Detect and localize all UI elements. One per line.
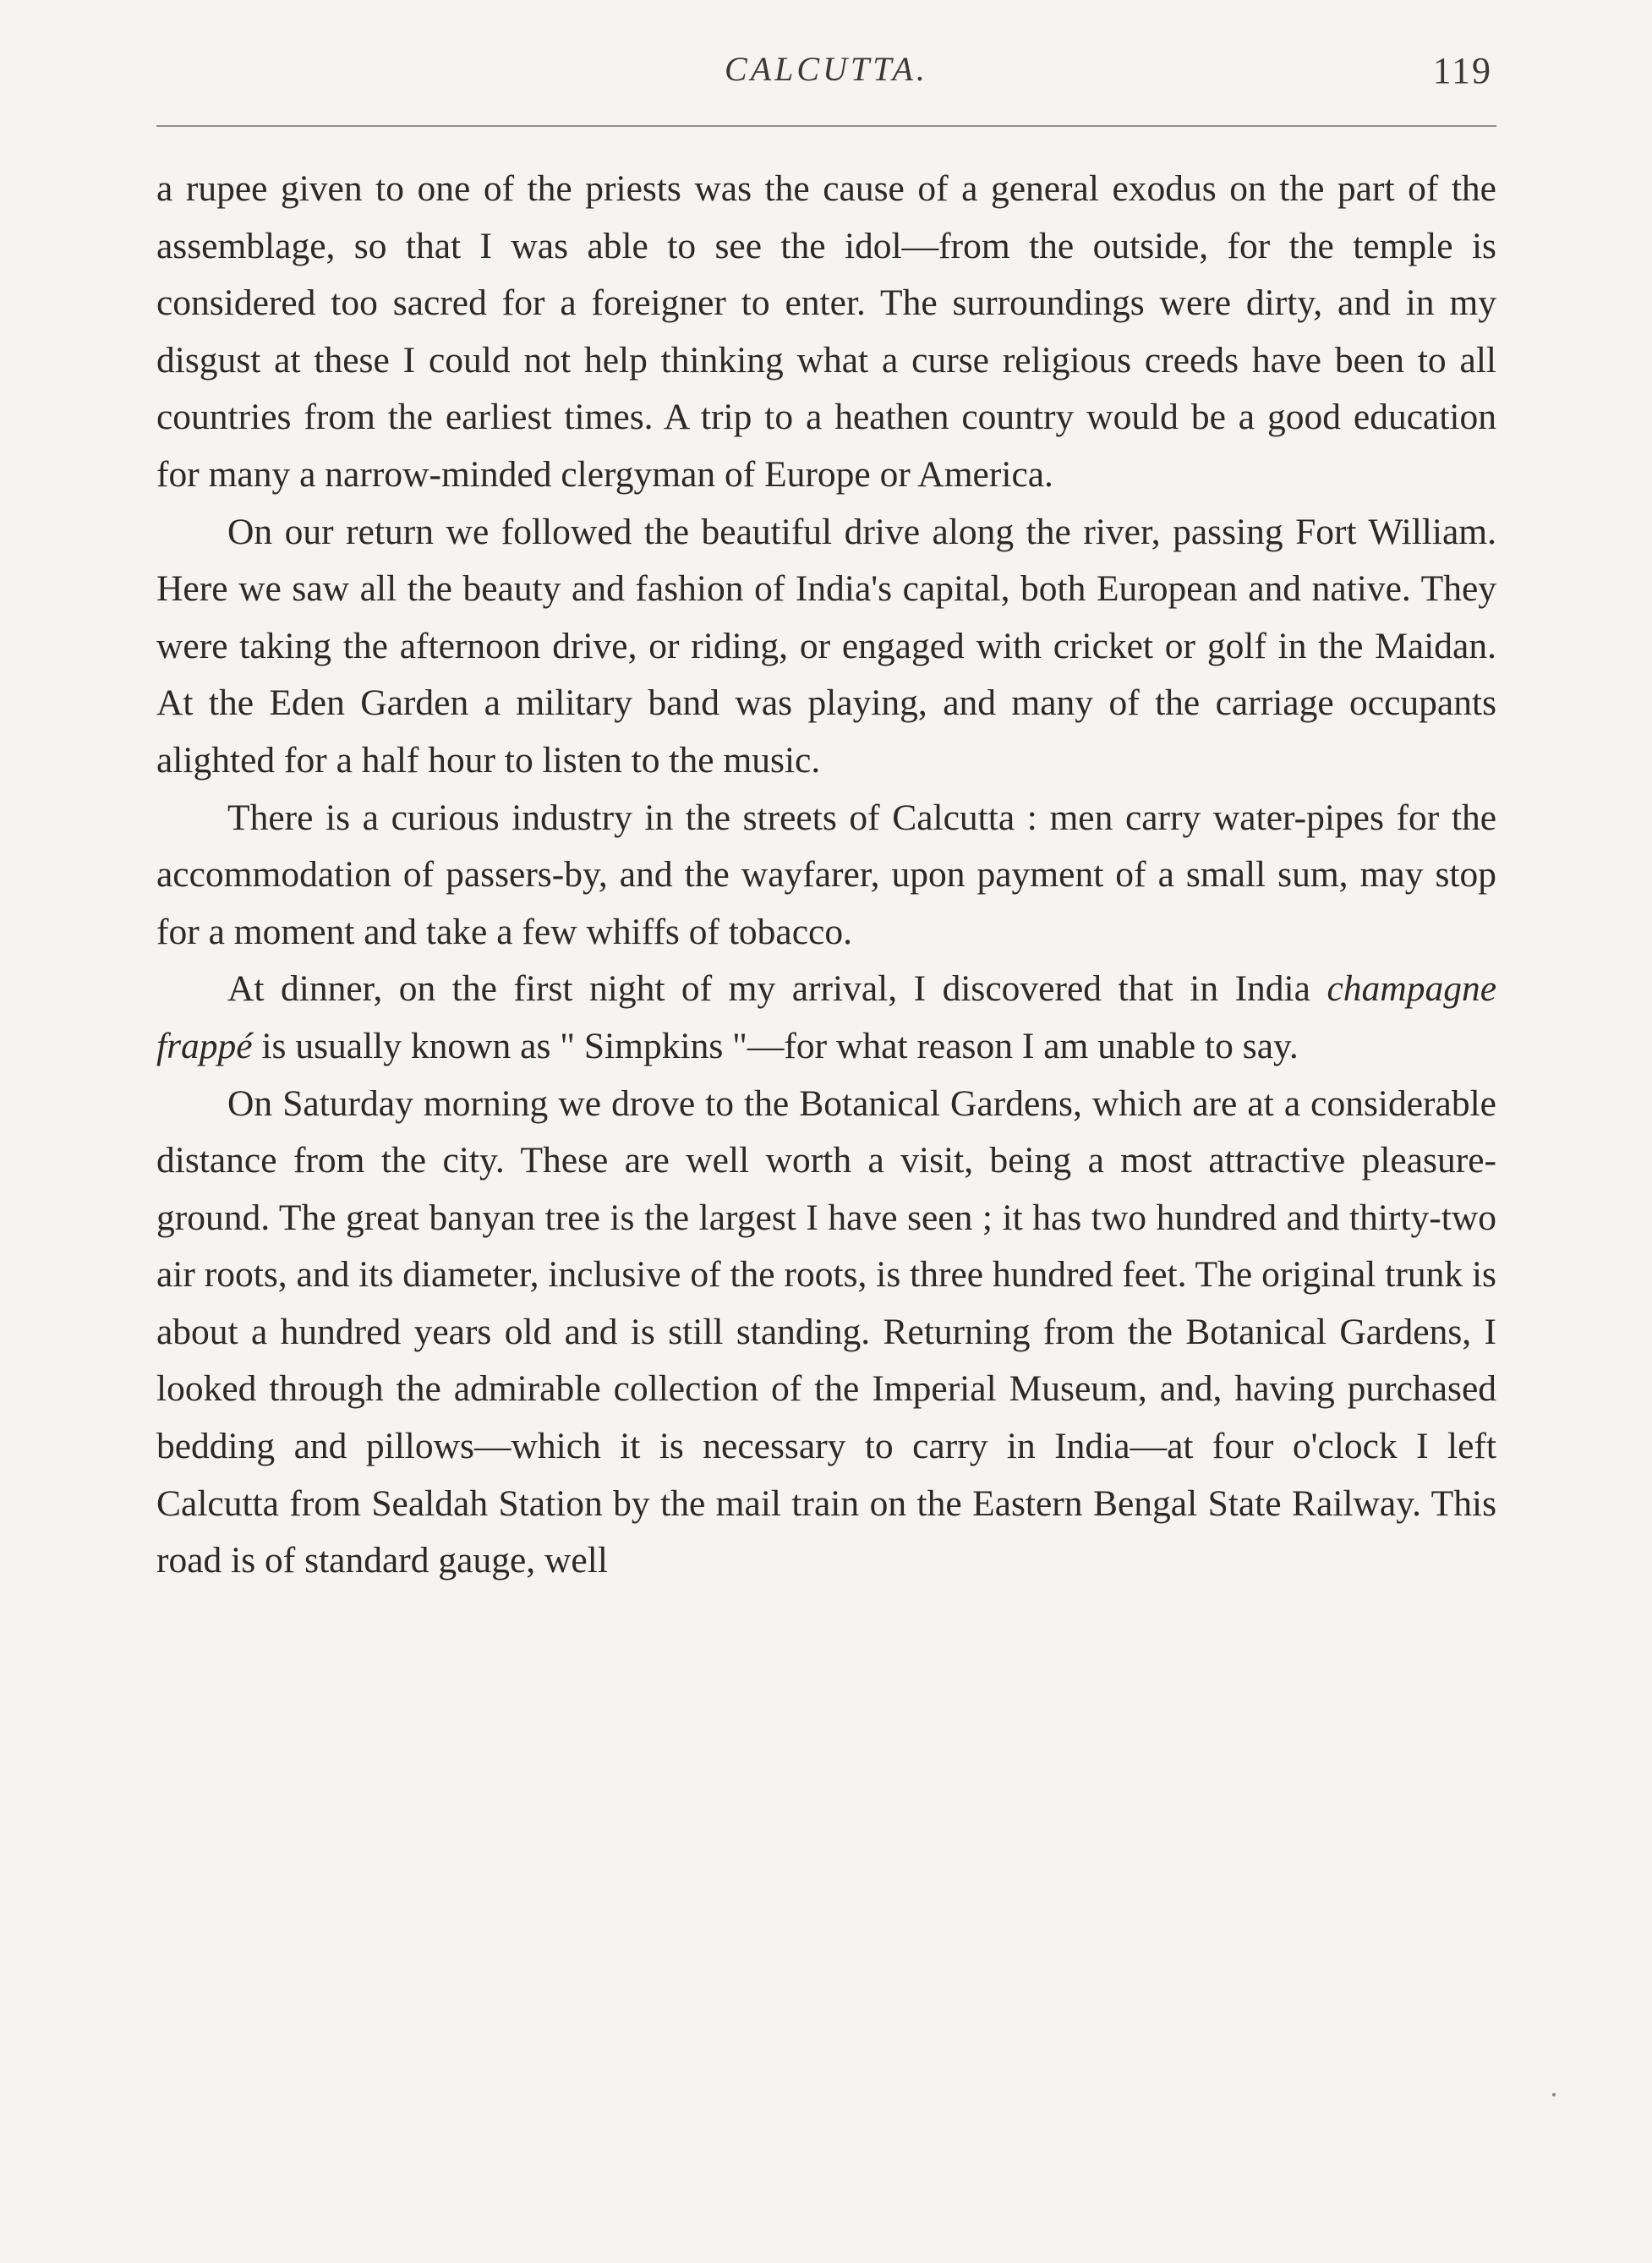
paragraph-4-before: At dinner, on the first night of my arrival, I discovered that in India: [227, 968, 1327, 1010]
page-number: 119: [1432, 50, 1492, 91]
paragraph-4: [156, 961, 1496, 1075]
paragraph-2: On our return we followed the beautiful drive along the river, passing Fort William. Here we saw all the beauty and fashion of India's capital, both European and native. They were taking the afternoon drive, or riding, or engaged with cricket or golf in the Maidan. At the Eden Garden a military band was playing, and many of the carriage occupants alighted for a half hour to listen to the music.: [156, 511, 1496, 781]
running-title: CALCUTTA.: [725, 50, 928, 88]
paper-speck: [1552, 2093, 1556, 2096]
paragraph-1: a rupee given to one of the priests was the cause of a general exodus on the part of the assemblage, so that I was able to see the idol—from the outside, for the temple is considered too sacred for a foreigner to enter. The surroundings were dirty, and in my disgust at these I could not help thinking what a curse religious creeds have been to all countries from the earliest times. A trip to a heathen country would be a good education for many a narrow-minded clergyman of Europe or America.: [156, 168, 1496, 495]
paragraph-3: There is a curious industry in the streets of Calcutta : men carry water-pipes for the accommodation of passers-by, and the wayfarer, upon payment of a small sum, may stop for a moment and take a few whiffs of tobacco.: [156, 797, 1496, 952]
paragraph-4-after: is usually known as " Simpkins "—for what reason I am unable to say.: [252, 1025, 1299, 1066]
paragraph-5: On Saturday morning we drove to the Botanical Gardens, which are at a considerable distance from the city. These are well worth a visit, being a most attractive pleasure-ground. The great banyan tree is the largest I have seen ; it has two hundred and thirty-two air roots, and its diameter, inclusive of the roots, is three hundred feet. The original trunk is about a hundred years old and is still standing. Returning from the Botanical Gardens, I looked through the admirable collection of the Imperial Museum, and, having purchased bedding and pillows—which it is necessary to carry in India—at four o'clock I left Calcutta from Sealdah Station by the mail train on the Eastern Bengal State Railway. This road is of standard gauge, well: [156, 1082, 1496, 1581]
running-head: [156, 49, 1496, 100]
body-text: [156, 161, 1496, 1590]
italic-phrase: champagne frappé: [156, 968, 1496, 1066]
header-rule: [156, 125, 1496, 127]
